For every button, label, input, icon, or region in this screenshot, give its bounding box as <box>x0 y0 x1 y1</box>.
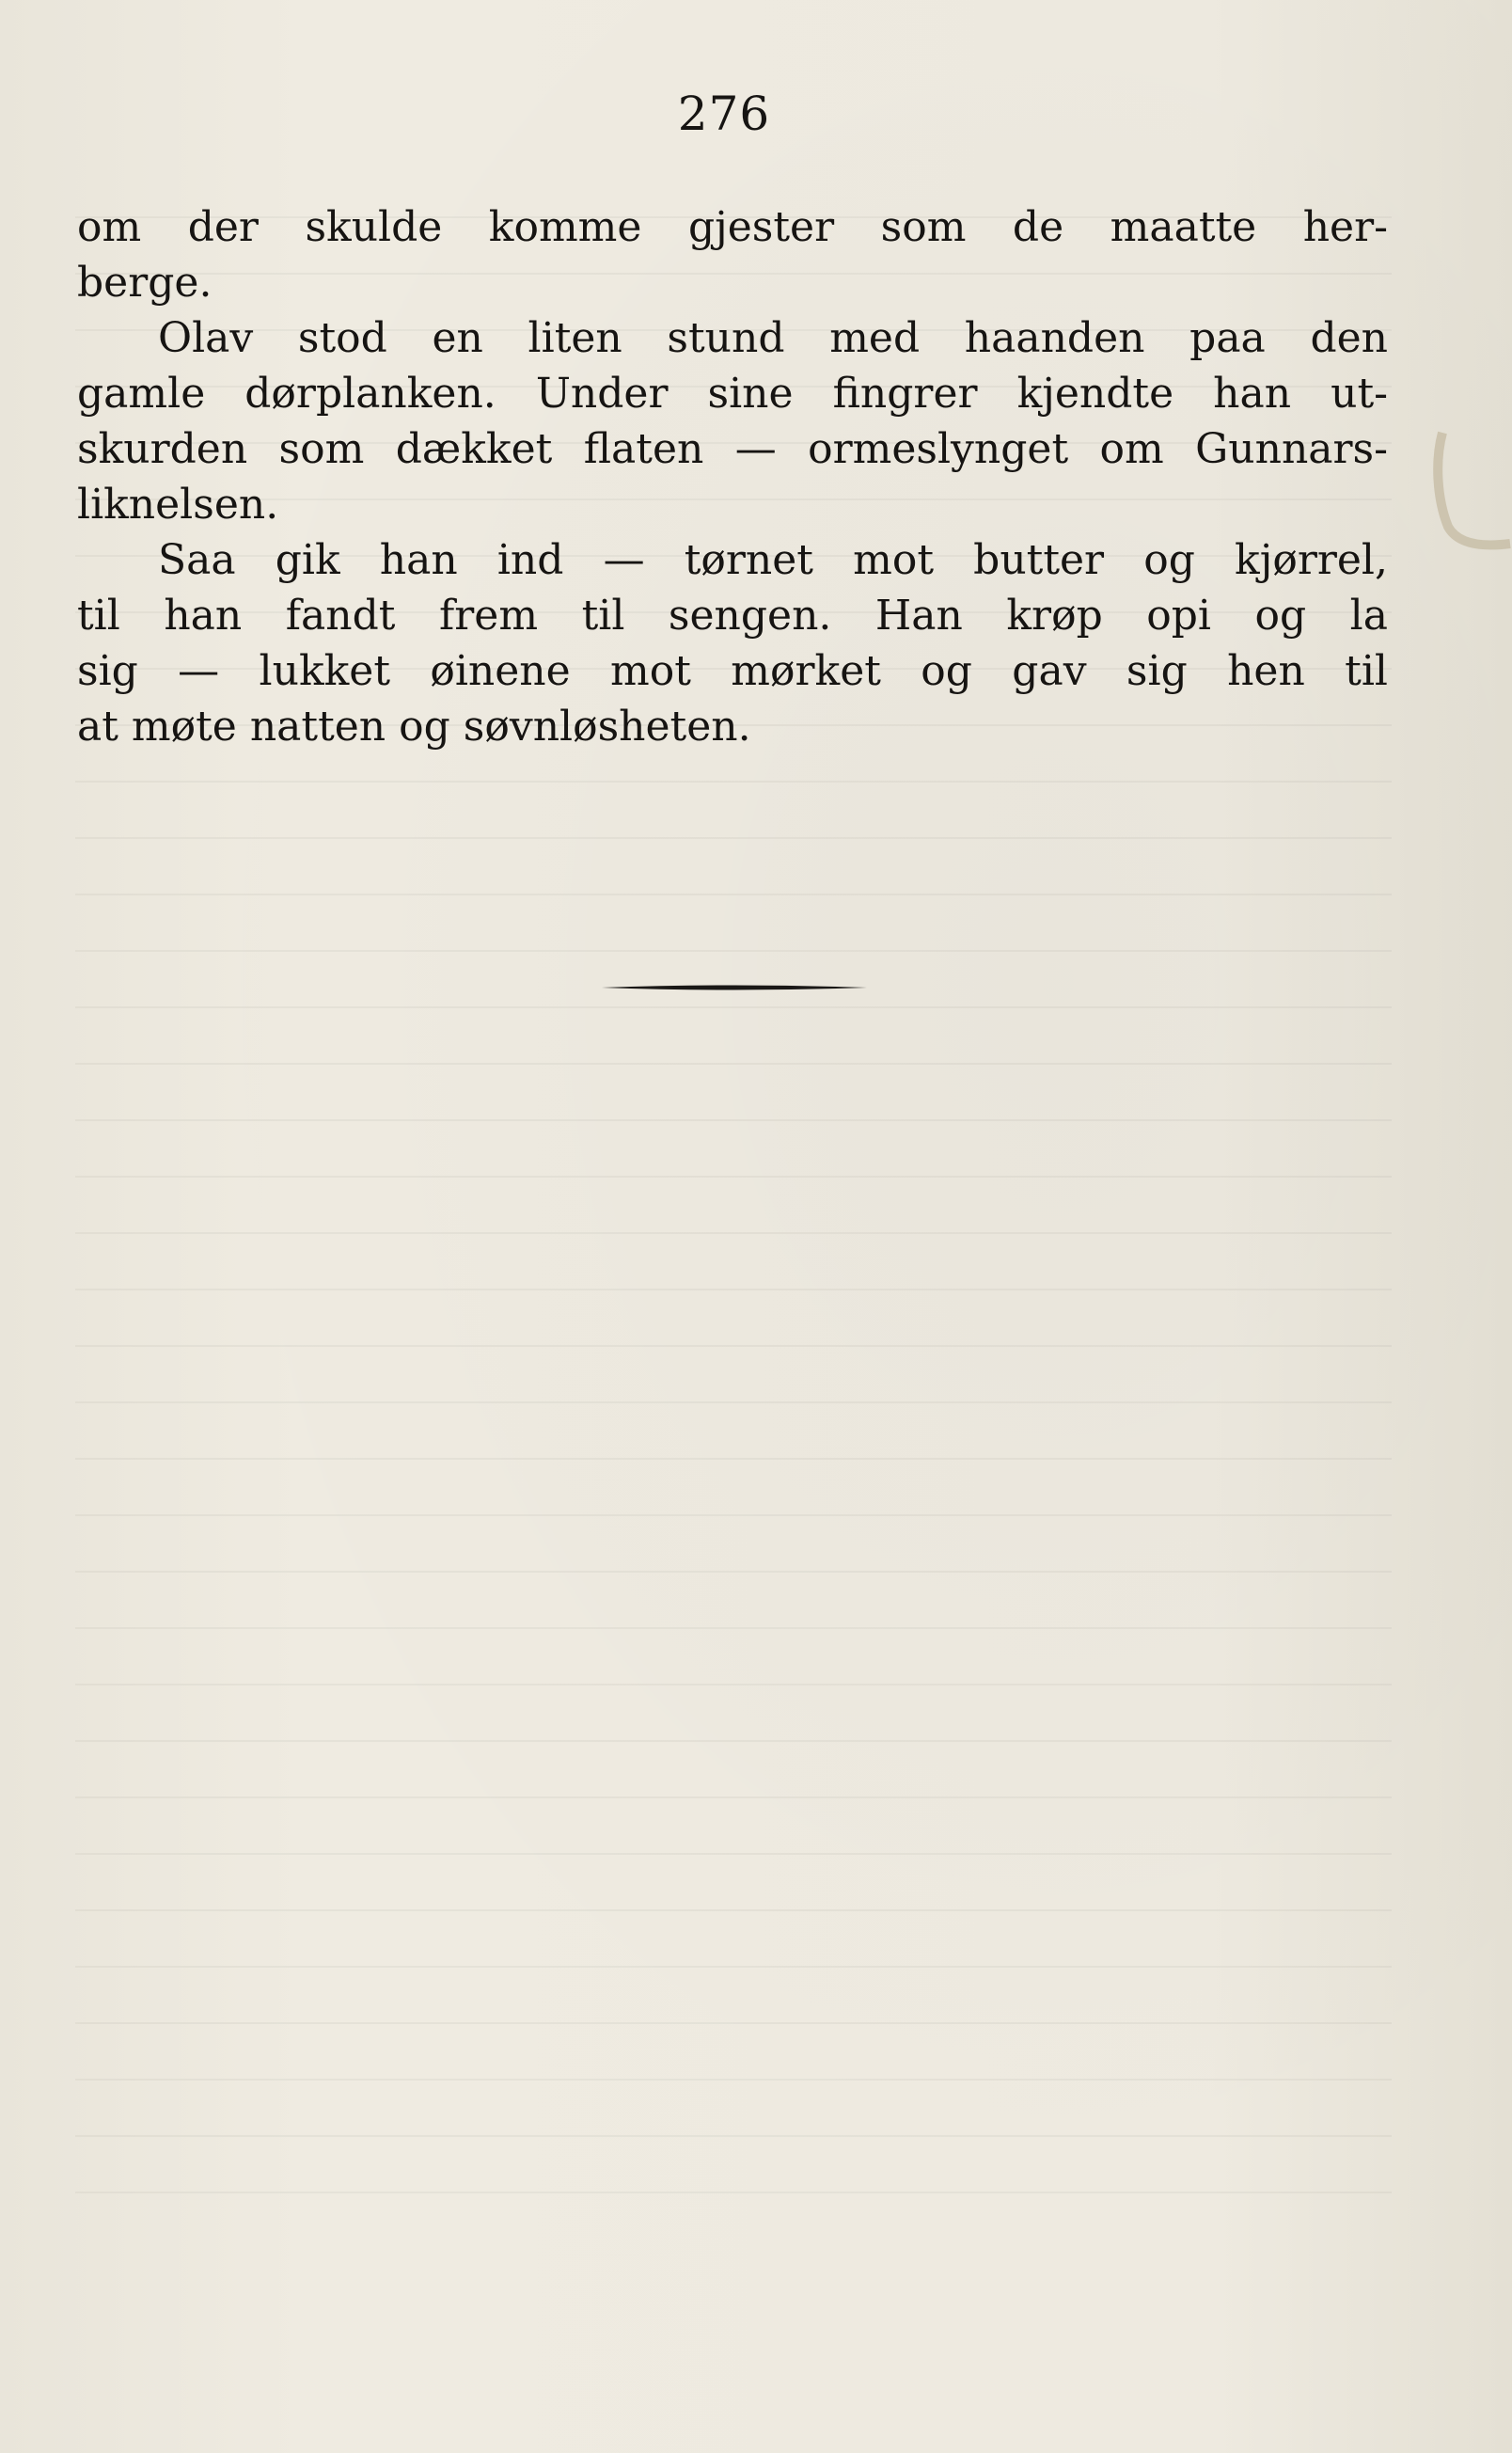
text-line: til han fandt frem til sengen. Han krøp opi og la <box>77 592 1388 640</box>
page-edge-mark <box>1429 423 1512 564</box>
text-line: gamle dørplanken. Under sine fingrer kjendte han ut- <box>77 370 1388 418</box>
page-number: 276 <box>677 87 771 141</box>
section-end-rule <box>602 984 867 991</box>
text-line: berge. <box>77 259 213 307</box>
text-line: om der skulde komme gjester som de maatte her- <box>77 203 1388 251</box>
text-line: skurden som dækket flaten — ormeslynget om Gunnars- <box>77 425 1388 473</box>
text-line: liknelsen. <box>77 481 279 529</box>
text-line: Saa gik han ind — tørnet mot butter og kjørrel, <box>158 536 1388 584</box>
text-line: sig — lukket øinene mot mørket og gav sig hen til <box>77 647 1388 695</box>
body-text <box>77 199 1388 754</box>
text-line: Olav stod en liten stund med haanden paa den <box>158 314 1388 362</box>
text-line: at møte natten og søvnløsheten. <box>77 703 751 751</box>
